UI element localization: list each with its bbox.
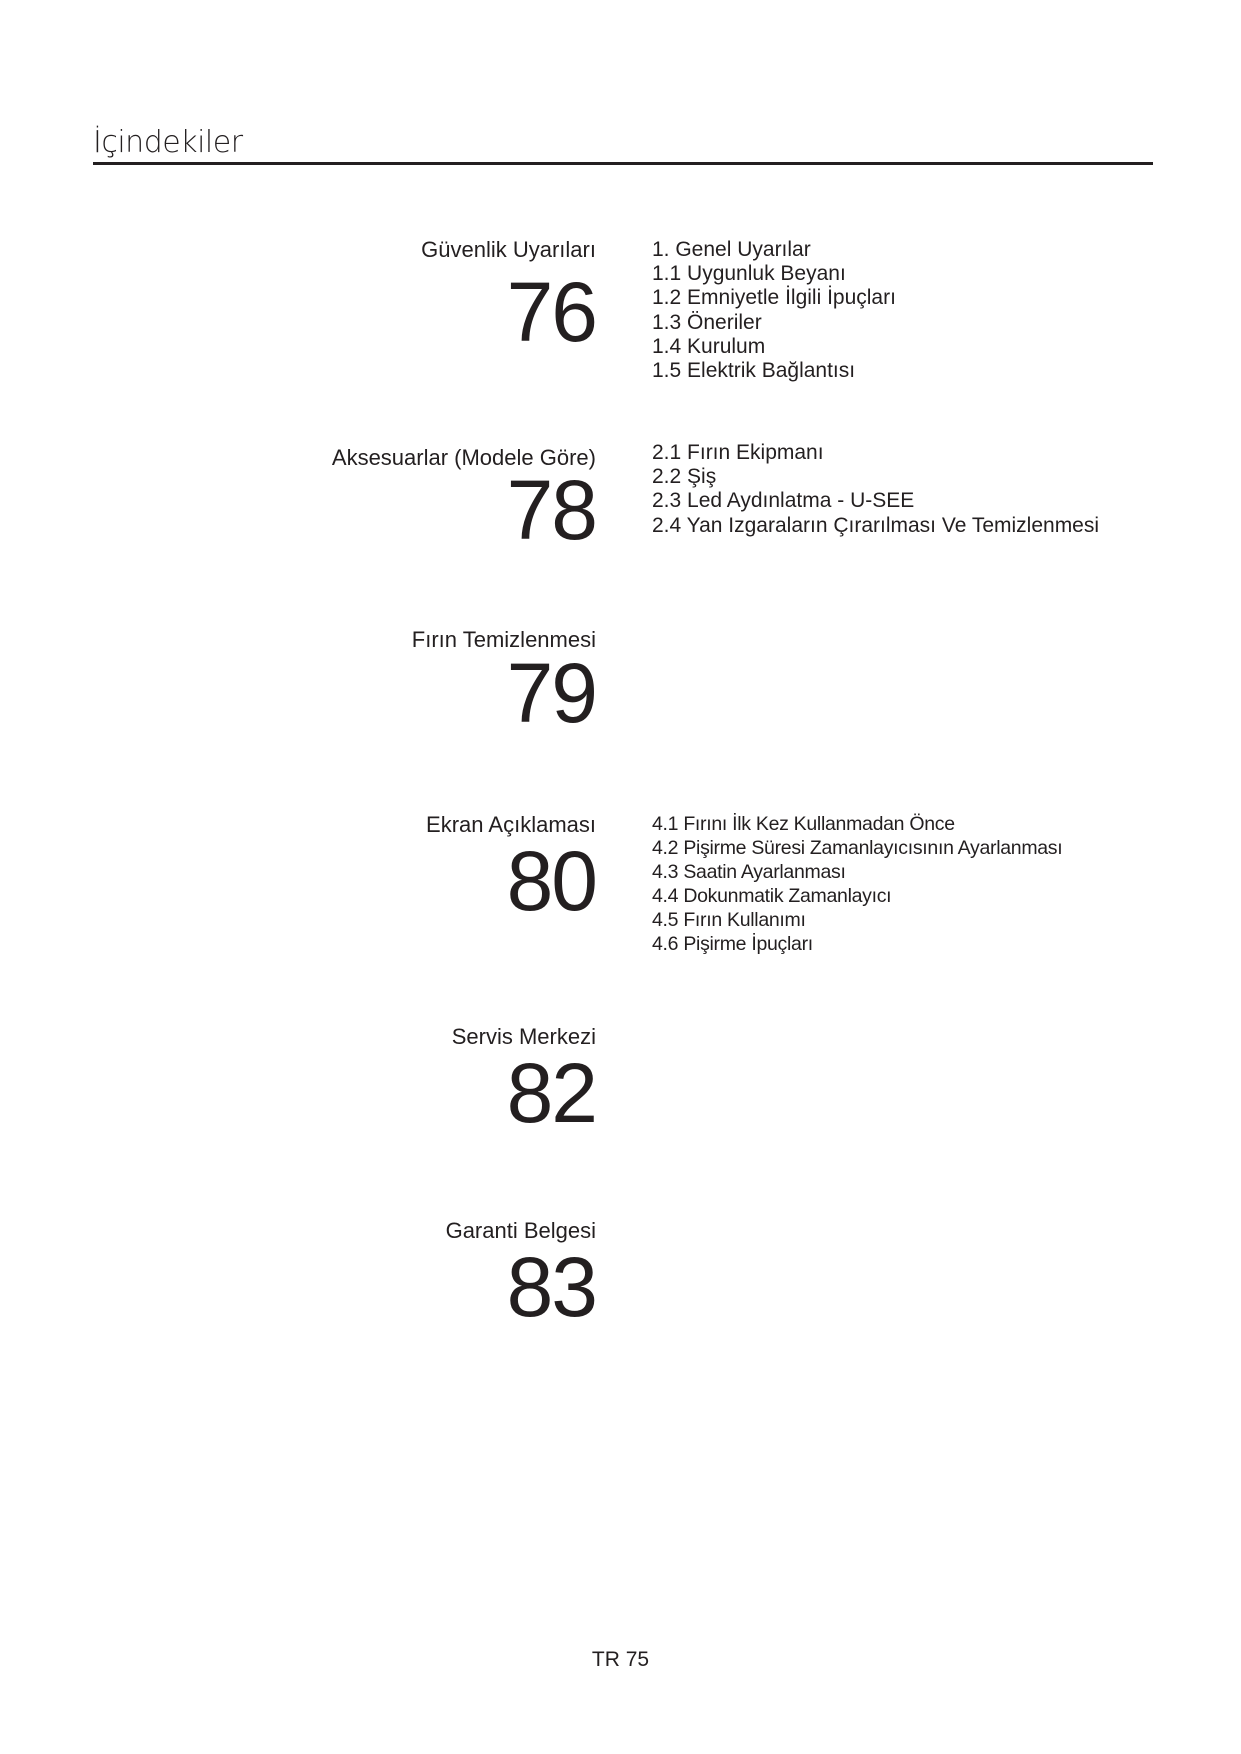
section-subitems [652,238,896,383]
section-page-number[interactable]: 76 [506,265,596,359]
toc-subitem[interactable]: 1.4 Kurulum [652,334,766,358]
section-heading-aksesuarlar[interactable]: Aksesuarlar (Modele Göre) [331,445,596,470]
toc-subitem[interactable]: 4.2 Pişirme Süresi Zamanlayıcısının Ayarlanması [652,837,1063,859]
section-page-number[interactable]: 78 [506,463,596,557]
toc-subitem[interactable]: 1.1 Uygunluk Beyanı [652,262,846,286]
toc-subitem[interactable]: 2.4 Yan Izgaraların Çırarılması Ve Temizlenmesi [652,513,1100,537]
toc-subitem[interactable]: 2.2 Şiş [652,465,717,489]
section-page-number[interactable]: 82 [506,1046,596,1140]
section-page-number[interactable]: 83 [506,1240,596,1334]
toc-subitem[interactable]: 2.1 Fırın Ekipmanı [652,441,824,464]
section-heading-ekran[interactable]: Ekran Açıklaması [426,812,596,837]
toc-subitem[interactable]: 4.6 Pişirme İpuçları [652,933,813,955]
section-page-number[interactable]: 80 [506,834,596,928]
toc-subitem[interactable]: 2.3 Led Aydınlatma - U-SEE [652,489,915,513]
toc-subitem[interactable]: 4.3 Saatin Ayarlanması [652,861,846,883]
section-subitems [652,441,1099,538]
section-heading-firin-temizlenmesi[interactable]: Fırın Temizlenmesi [411,627,596,652]
toc-subitem[interactable]: 4.4 Dokunmatik Zamanlayıcı [652,885,892,907]
title-rule [93,162,1153,165]
section-heading-servis[interactable]: Servis Merkezi [451,1024,596,1049]
toc-subitem[interactable]: 4.1 Fırını İlk Kez Kullanmadan Önce [652,813,955,835]
page-footer: TR 75 [591,1648,650,1671]
section-subitems [652,812,1062,956]
toc-subitem[interactable]: 1.5 Elektrik Bağlantısı [652,359,856,383]
toc-subitem[interactable]: 1.2 Emniyetle İlgili İpuçları [652,286,896,310]
toc-subitem[interactable]: 1.3 Öneriler [652,310,762,334]
toc-subitem[interactable]: 4.5 Fırın Kullanımı [652,909,806,931]
toc-subitem[interactable]: 1. Genel Uyarılar [652,238,811,261]
page-title: İçindekiler [93,125,243,160]
section-page-number[interactable]: 79 [506,646,596,740]
section-heading-garanti[interactable]: Garanti Belgesi [445,1218,596,1243]
section-heading-guvenlik[interactable]: Güvenlik Uyarıları [421,237,596,262]
